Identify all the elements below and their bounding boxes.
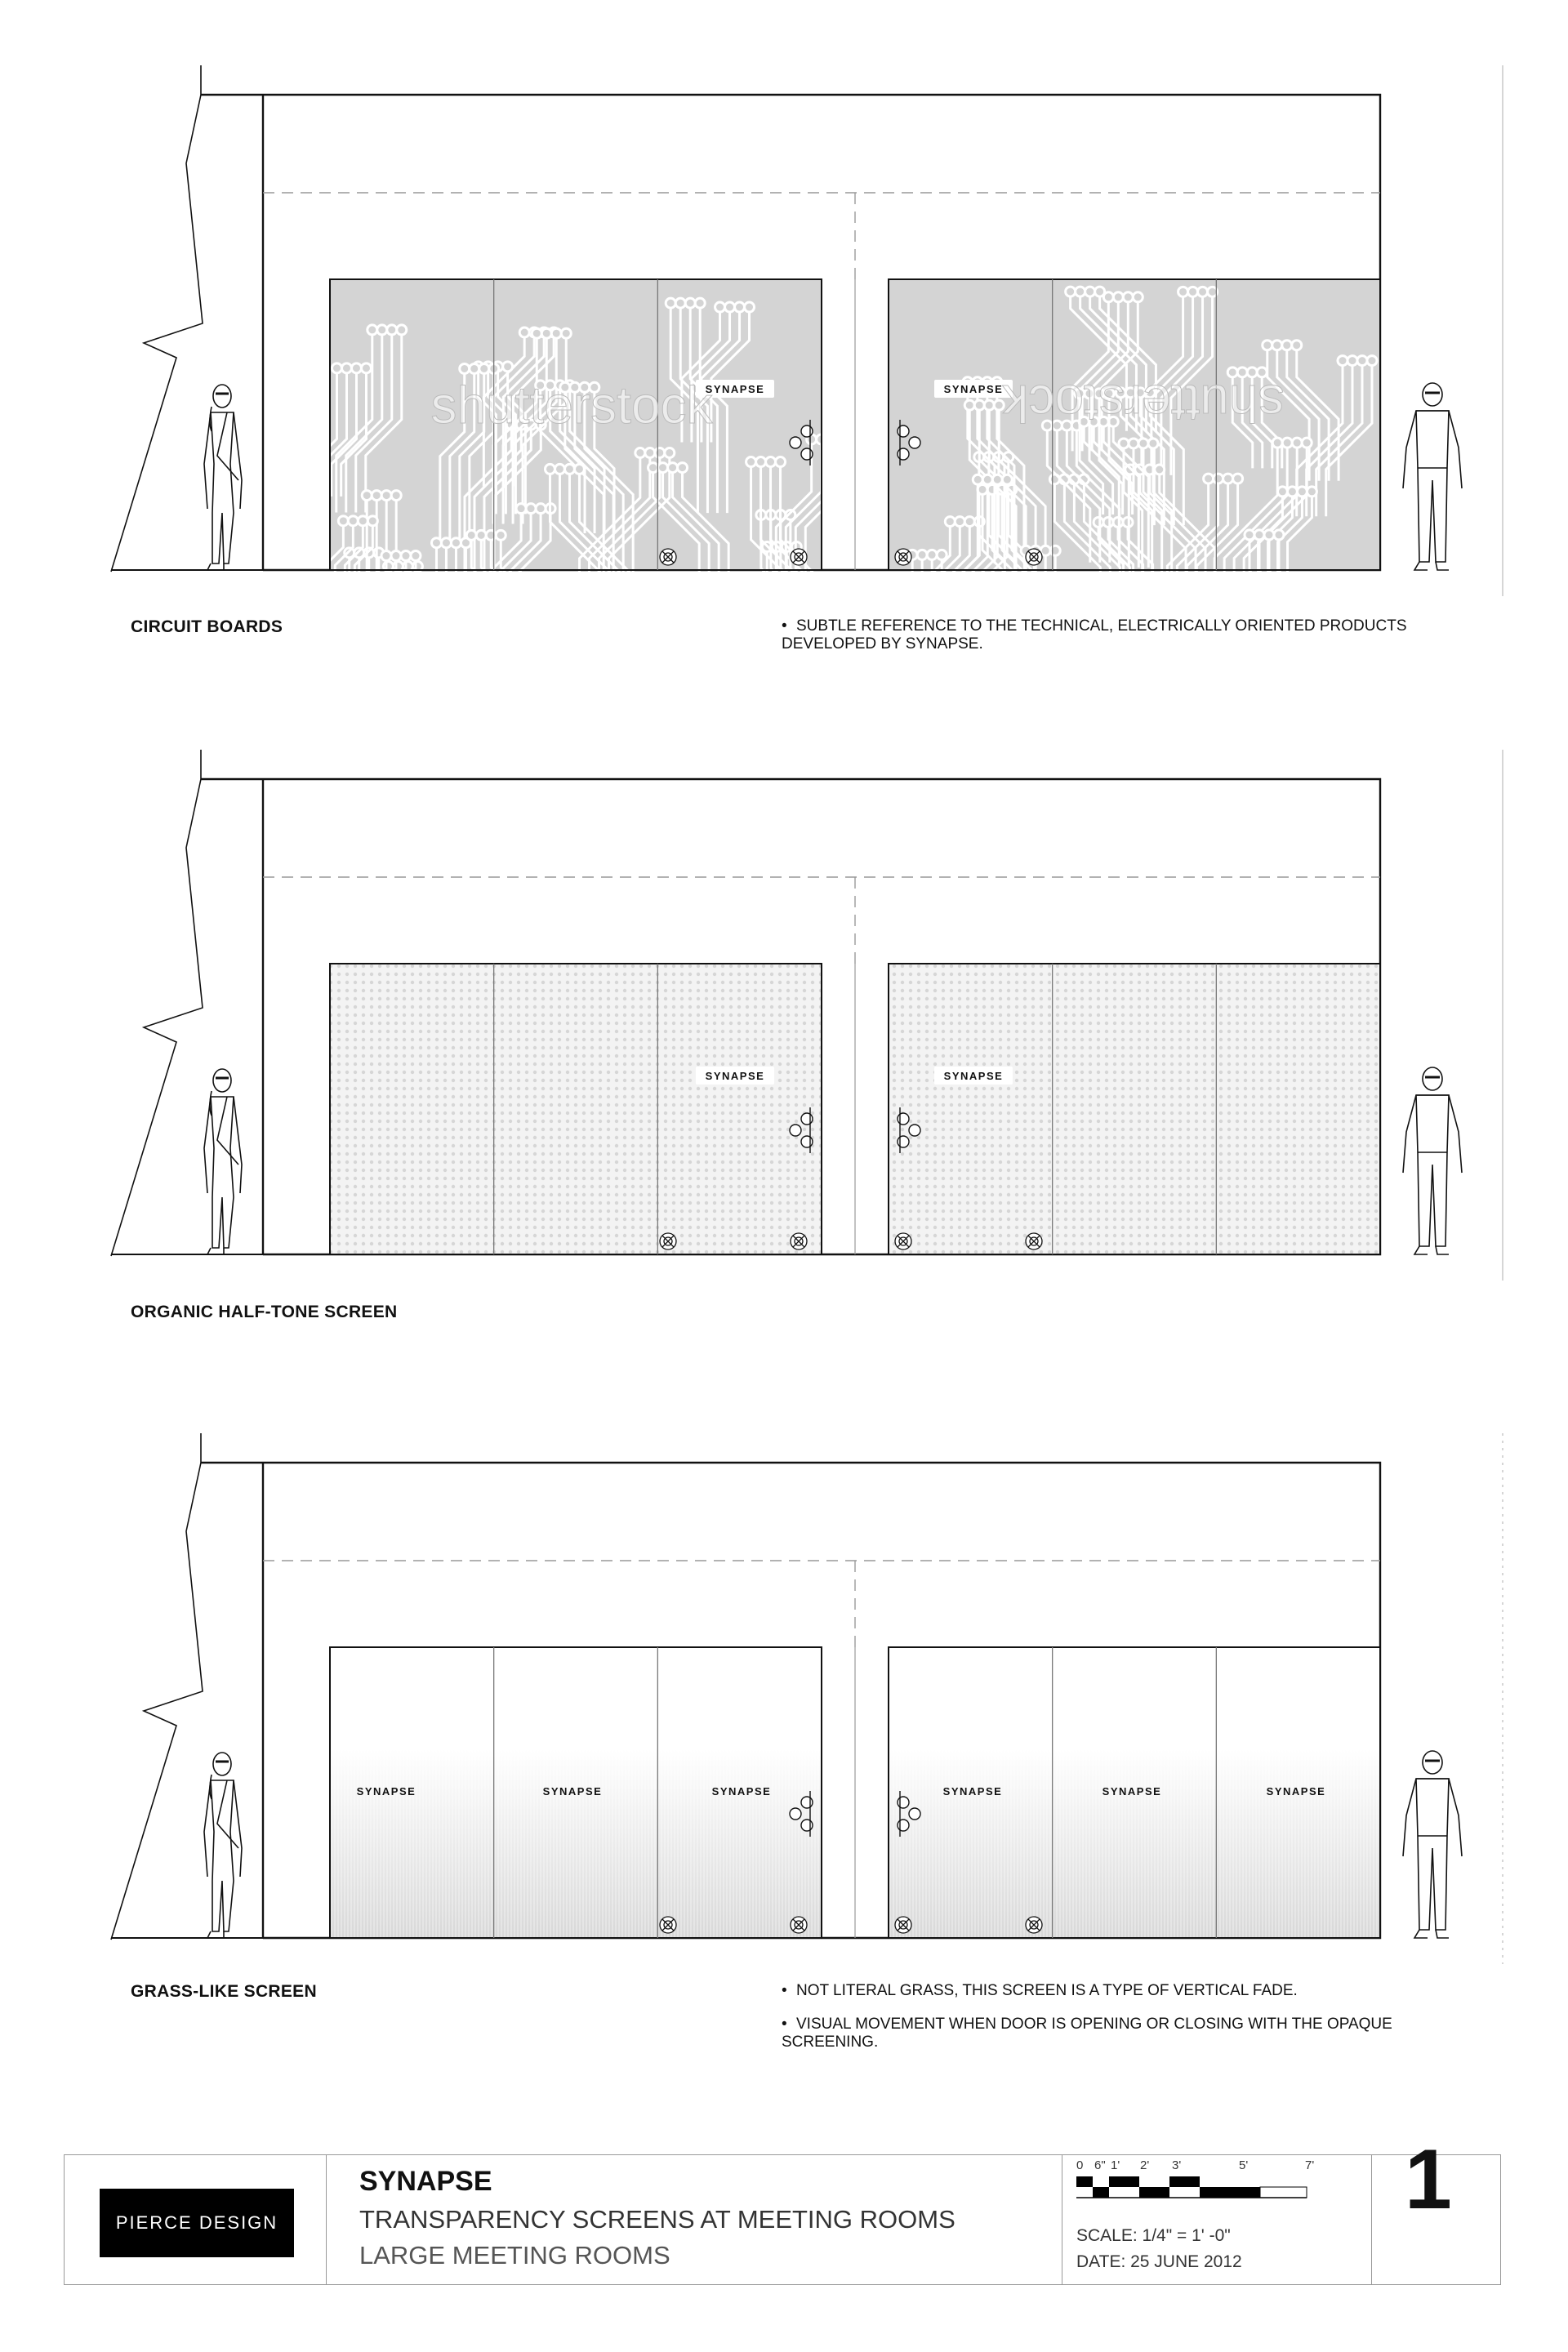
- note-grass-1: • NOT LITERAL GRASS, THIS SCREEN IS A TYPE OF VERTICAL FADE.: [782, 1982, 1298, 1999]
- firm-logo: PIERCE DESIGN: [100, 2189, 294, 2257]
- circuit-pad: [476, 530, 486, 540]
- circuit-pad: [945, 517, 955, 527]
- circuit-pad: [372, 491, 381, 501]
- circuit-pad: [1263, 341, 1272, 350]
- section-label-halftone: ORGANIC HALF-TONE SCREEN: [131, 1303, 398, 1321]
- circuit-pad: [387, 325, 397, 335]
- synapse-logo-text: SYNAPSE: [705, 383, 765, 395]
- circuit-pad: [1198, 287, 1208, 296]
- circuit-pad: [826, 434, 836, 444]
- circuit-pad: [1272, 341, 1282, 350]
- scale-tick-label: 0: [1076, 2158, 1084, 2172]
- circuit-pad: [1245, 530, 1254, 540]
- circuit-pad: [666, 298, 675, 308]
- circuit-pad: [994, 400, 1004, 410]
- circuit-pad: [1123, 292, 1133, 302]
- synapse-logo-text: SYNAPSE: [1266, 1785, 1326, 1797]
- handle-knob: [909, 1808, 920, 1820]
- circuit-pad: [503, 362, 513, 372]
- circuit-pad: [1254, 530, 1264, 540]
- circuit-pad: [645, 448, 655, 457]
- circuit-trace: [350, 553, 385, 707]
- circuit-trace: [372, 556, 416, 673]
- man-figure-icon: [1403, 1067, 1462, 1254]
- circuit-pad: [431, 538, 441, 548]
- circuit-pad: [1002, 474, 1012, 484]
- figure-arms: [1403, 1779, 1462, 1856]
- figure-head: [213, 1069, 231, 1092]
- synapse-logo-text: SYNAPSE: [942, 1785, 1003, 1797]
- handle-knob: [801, 1113, 813, 1125]
- man-figure-icon: [1403, 1751, 1462, 1938]
- circuit-pad: [635, 448, 645, 457]
- circuit-pad: [685, 298, 695, 308]
- figure-shoes: [1414, 1930, 1449, 1938]
- circuit-pad: [1178, 287, 1188, 296]
- figure-shoes: [1414, 1246, 1449, 1254]
- figure-shoes: [207, 1248, 234, 1254]
- circuit-pad: [541, 328, 551, 338]
- circuit-pad: [992, 474, 1002, 484]
- circuit-pad: [1094, 517, 1103, 527]
- circuit-pad: [836, 434, 846, 444]
- figure-body: [1416, 1779, 1449, 1930]
- circuit-pad: [368, 325, 377, 335]
- synapse-logo-text: SYNAPSE: [943, 383, 1004, 395]
- circuit-pad: [479, 363, 489, 373]
- floor-door-stop-icon: [660, 549, 676, 565]
- circuit-pad: [668, 463, 678, 473]
- circuit-pad: [1233, 474, 1243, 483]
- circuit-pad: [1066, 287, 1076, 296]
- floor-door-stop-icon: [1026, 1233, 1042, 1250]
- circuit-pad: [665, 448, 675, 457]
- circuit-pad: [460, 363, 470, 373]
- floor-door-stop-icon: [791, 1917, 807, 1933]
- circuit-pad: [937, 550, 947, 559]
- circuit-pad: [1129, 439, 1138, 448]
- scale-tick-label: 7': [1305, 2158, 1315, 2172]
- circuit-pad: [1357, 356, 1367, 366]
- figure-head: [1423, 383, 1442, 406]
- circuit-pad: [1214, 474, 1223, 483]
- circuit-pad: [1302, 438, 1312, 448]
- synapse-logo-text: SYNAPSE: [711, 1785, 772, 1797]
- figure-head: [213, 385, 231, 408]
- bullet-icon: •: [782, 617, 787, 635]
- circuit-pad: [470, 363, 479, 373]
- circuit-pad: [1148, 439, 1158, 448]
- circuit-pad: [917, 550, 927, 559]
- figure-head: [1423, 1751, 1442, 1774]
- circuit-pad: [1138, 439, 1148, 448]
- floor-door-stop-icon: [791, 1233, 807, 1250]
- floor-door-stop-icon: [660, 1233, 676, 1250]
- grass-line-texture: [330, 1749, 822, 1938]
- circuit-pad: [1223, 474, 1233, 483]
- handle-knob: [801, 425, 813, 437]
- watermark-text-mirrored: shutterstock: [1002, 374, 1285, 433]
- circuit-pad: [341, 363, 351, 373]
- handle-knob: [801, 1797, 813, 1808]
- note-grass-2: • VISUAL MOVEMENT WHEN DOOR IS OPENING OR CLOSING WITH THE OPAQUE SCREENING.: [782, 2016, 1392, 2051]
- synapse-logo-text: SYNAPSE: [705, 1070, 765, 1082]
- circuit-pad: [1287, 487, 1297, 497]
- circuit-pad: [545, 464, 555, 474]
- circuit-pad: [927, 550, 937, 559]
- circuit-pad: [715, 302, 725, 312]
- synapse-logo-text: SYNAPSE: [356, 1785, 416, 1797]
- section-label-circuit: CIRCUIT BOARDS: [131, 617, 283, 636]
- sheet-number: 1: [1405, 2132, 1452, 2227]
- circuit-pad: [391, 551, 401, 561]
- floor-door-stop-icon: [895, 1917, 911, 1933]
- sheet-subtitle: LARGE MEETING ROOMS: [359, 2241, 670, 2270]
- circuit-pad: [1274, 530, 1284, 540]
- halftone-pattern: [330, 964, 822, 1254]
- synapse-logo-text: SYNAPSE: [542, 1785, 603, 1797]
- circuit-pad: [984, 400, 994, 410]
- circuit-trace: [352, 556, 396, 673]
- circuit-pad: [964, 517, 974, 527]
- elevation-grass: [111, 1433, 1503, 1964]
- circuit-pad: [441, 538, 451, 548]
- circuit-pad: [362, 491, 372, 501]
- circuit-pad: [658, 463, 668, 473]
- circuit-pad: [411, 551, 421, 561]
- circuit-pad: [735, 302, 745, 312]
- circuit-pad: [401, 551, 411, 561]
- circuit-pad: [1338, 356, 1348, 366]
- floor-door-stop-icon: [1026, 1917, 1042, 1933]
- watermark-text: shutterstock: [430, 376, 713, 434]
- circuit-trace: [408, 567, 425, 732]
- circuit-trace: [369, 553, 405, 707]
- circuit-pad: [1282, 341, 1292, 350]
- circuit-pad: [564, 464, 574, 474]
- handle-knob: [898, 448, 909, 460]
- circuit-pad: [377, 325, 387, 335]
- circuit-pad: [725, 302, 735, 312]
- synapse-logo-text: SYNAPSE: [1102, 1785, 1162, 1797]
- circuit-pad: [1297, 487, 1307, 497]
- floor-door-stop-icon: [895, 549, 911, 565]
- circuit-pad: [745, 302, 755, 312]
- scale-tick-label: 2': [1140, 2158, 1150, 2172]
- synapse-logo-text: SYNAPSE: [943, 1070, 1004, 1082]
- circuit-pad: [496, 530, 506, 540]
- handle-knob: [898, 425, 909, 437]
- circuit-pad: [1277, 487, 1287, 497]
- bullet-icon: •: [782, 1982, 787, 1999]
- circuit-pad: [338, 516, 348, 526]
- date-text: DATE: 25 JUNE 2012: [1076, 2252, 1242, 2271]
- handle-knob: [790, 1125, 801, 1136]
- circuit-trace: [359, 553, 395, 707]
- circuit-pad: [655, 448, 665, 457]
- glass-bay: [889, 964, 1380, 1254]
- circuit-pad: [695, 298, 705, 308]
- circuit-pad: [1292, 438, 1302, 448]
- scale-tick-label: 3': [1172, 2158, 1182, 2172]
- circuit-pad: [1050, 546, 1060, 555]
- circuit-trace: [417, 567, 435, 732]
- circuit-pad: [526, 504, 536, 514]
- figure-shoes: [1414, 562, 1449, 570]
- floor-door-stop-icon: [1026, 549, 1042, 565]
- circuit-pad: [361, 363, 371, 373]
- handle-knob: [801, 448, 813, 460]
- woman-figure-icon: [204, 1069, 242, 1254]
- circuit-pad: [1085, 287, 1095, 296]
- circuit-pattern: [309, 279, 845, 731]
- circuit-pad: [397, 325, 407, 335]
- circuit-pad: [555, 464, 564, 474]
- circuit-pad: [1188, 287, 1198, 296]
- circuit-pad: [1348, 356, 1357, 366]
- circuit-pad: [648, 463, 658, 473]
- figure-shoes: [207, 564, 234, 570]
- figure-body: [1416, 1095, 1449, 1246]
- glass-bay: [330, 964, 822, 1254]
- circuit-pad: [1272, 438, 1282, 448]
- circuit-pad: [1307, 487, 1316, 497]
- handle-knob: [909, 1125, 920, 1136]
- circuit-pad: [982, 474, 992, 484]
- break-line: [111, 1463, 203, 1940]
- circuit-pad: [776, 457, 786, 467]
- circuit-pad: [1155, 465, 1165, 474]
- scale-tick-label: 5': [1239, 2158, 1249, 2172]
- handle-knob: [790, 437, 801, 448]
- circuit-pad: [964, 400, 974, 410]
- circuit-pad: [756, 457, 766, 467]
- circuit-pad: [381, 491, 391, 501]
- figure-head: [1423, 1067, 1442, 1090]
- scale-tick-label: 6": [1094, 2158, 1106, 2172]
- scale-tick-label: 1': [1111, 2158, 1120, 2172]
- circuit-trace: [398, 567, 416, 732]
- circuit-pad: [678, 463, 688, 473]
- circuit-pad: [368, 516, 377, 526]
- circuit-pad: [351, 363, 361, 373]
- figure-body: [1416, 411, 1449, 562]
- handle-knob: [790, 1808, 801, 1820]
- circuit-pad: [1113, 292, 1123, 302]
- sheet-title: TRANSPARENCY SCREENS AT MEETING ROOMS: [359, 2205, 956, 2234]
- glass-bay: [863, 279, 1380, 728]
- circuit-pad: [561, 328, 571, 338]
- floor-door-stop-icon: [895, 1233, 911, 1250]
- circuit-pad: [675, 298, 685, 308]
- circuit-pad: [532, 328, 541, 338]
- circuit-pad: [1204, 474, 1214, 483]
- circuit-pad: [574, 464, 584, 474]
- circuit-pad: [348, 516, 358, 526]
- circuit-pad: [536, 504, 546, 514]
- handle-knob: [909, 437, 920, 448]
- woman-figure-icon: [204, 385, 242, 570]
- circuit-trace: [388, 567, 406, 732]
- circuit-pad: [1367, 356, 1377, 366]
- circuit-pad: [391, 491, 401, 501]
- circuit-pad: [516, 504, 526, 514]
- circuit-pad: [1292, 341, 1302, 350]
- circuit-pad: [332, 363, 341, 373]
- figure-shoes: [207, 1931, 234, 1938]
- figure-arms: [1403, 411, 1462, 488]
- circuit-trace: [342, 556, 386, 673]
- man-figure-icon: [1403, 383, 1462, 570]
- circuit-pad: [1076, 287, 1085, 296]
- graphic-scale-bar: [1076, 2176, 1313, 2209]
- note-circuit-1: • SUBTLE REFERENCE TO THE TECHNICAL, ELECTRICALLY ORIENTED PRODUCTS DEVELOPED BY SYNAPSE.: [782, 617, 1407, 653]
- circuit-trace: [362, 556, 406, 673]
- handle-knob: [898, 1820, 909, 1831]
- floor-door-stop-icon: [791, 549, 807, 565]
- floor-door-stop-icon: [660, 1917, 676, 1933]
- circuit-pad: [955, 517, 964, 527]
- circuit-pad: [973, 474, 982, 484]
- circuit-pad: [974, 400, 984, 410]
- section-label-grass: GRASS-LIKE SCREEN: [131, 1982, 317, 2001]
- halftone-pattern: [889, 964, 1380, 1254]
- handle-knob: [898, 1113, 909, 1125]
- grass-line-texture: [889, 1749, 1380, 1938]
- circuit-pad: [358, 516, 368, 526]
- circuit-pad: [519, 327, 529, 337]
- handle-knob: [898, 1136, 909, 1147]
- project-name: SYNAPSE: [359, 2166, 492, 2197]
- circuit-trace: [379, 553, 415, 707]
- bullet-icon: •: [782, 2016, 787, 2033]
- circuit-pad: [766, 457, 776, 467]
- handle-knob: [801, 1820, 813, 1831]
- figure-arms: [1403, 1095, 1462, 1173]
- circuit-pad: [1103, 292, 1113, 302]
- circuit-pad: [746, 457, 756, 467]
- break-line: [111, 95, 203, 572]
- glass-bay: [309, 279, 845, 731]
- circuit-pad: [381, 551, 391, 561]
- handle-knob: [801, 1136, 813, 1147]
- circuit-pad: [486, 530, 496, 540]
- handle-knob: [898, 1797, 909, 1808]
- circuit-pad: [1133, 292, 1143, 302]
- circuit-pad: [451, 538, 461, 548]
- circuit-pad: [466, 530, 476, 540]
- circuit-pad: [1282, 438, 1292, 448]
- scale-text: SCALE: 1/4" = 1' -0": [1076, 2226, 1231, 2245]
- woman-figure-icon: [204, 1753, 242, 1938]
- circuit-pad: [551, 328, 561, 338]
- circuit-pad: [1264, 530, 1274, 540]
- break-line: [111, 779, 203, 1256]
- circuit-pad: [1119, 439, 1129, 448]
- elevation-halftone: [111, 750, 1503, 1281]
- circuit-pattern: [863, 279, 1380, 728]
- figure-head: [213, 1753, 231, 1775]
- circuit-pad: [1103, 517, 1113, 527]
